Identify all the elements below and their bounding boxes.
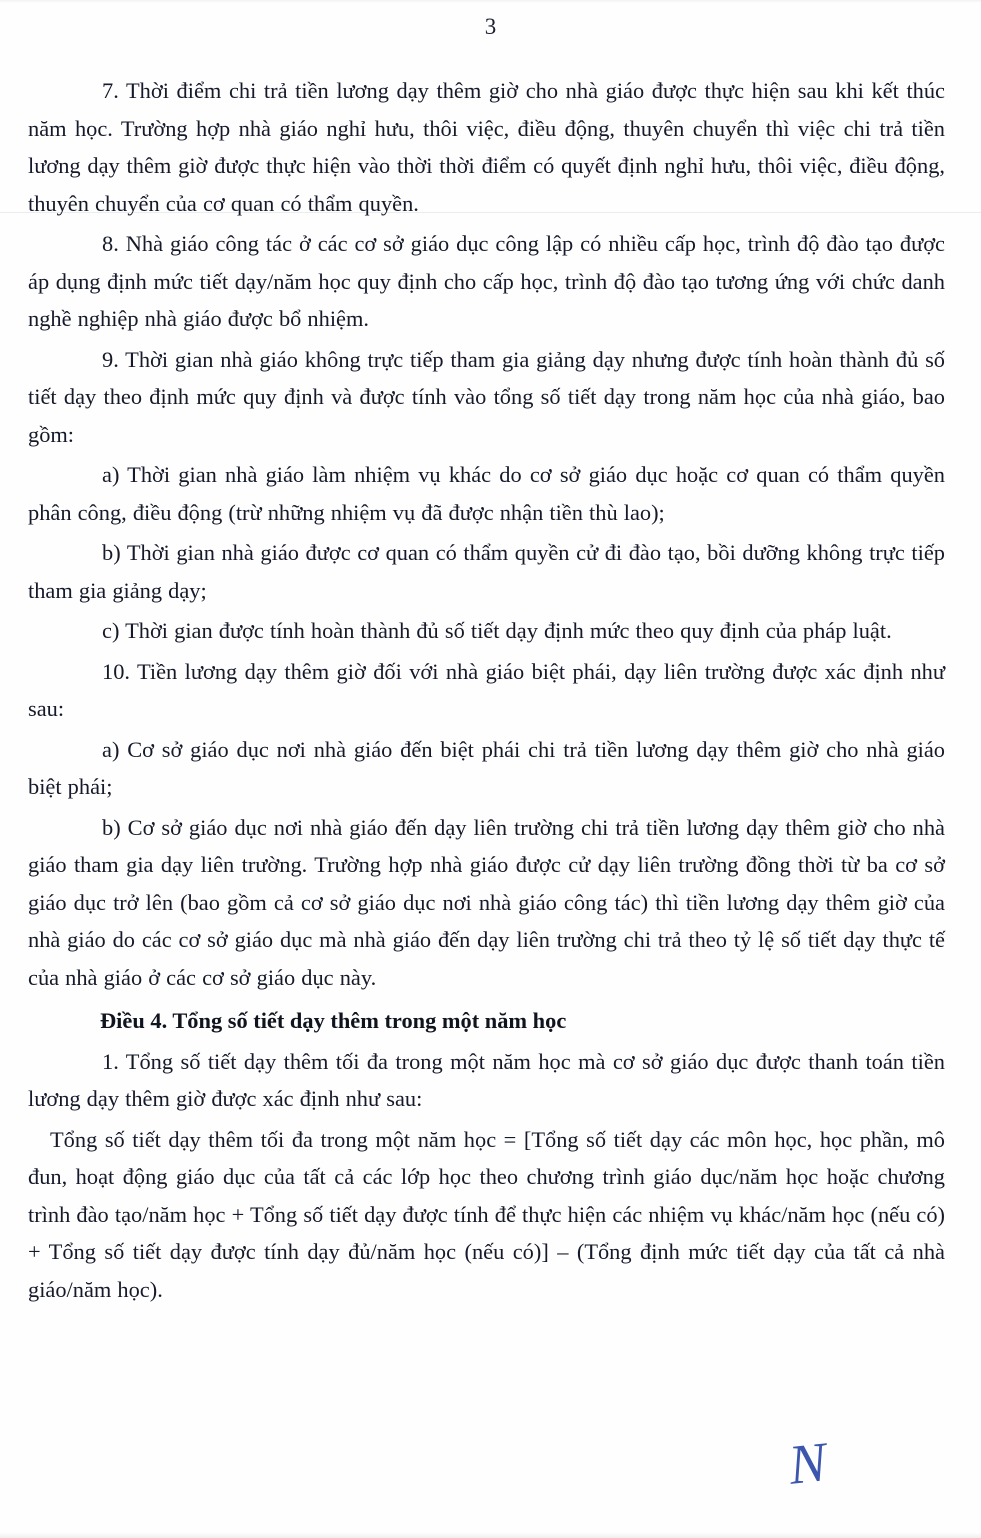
section-heading-dieu-4: Điều 4. Tổng số tiết dạy thêm trong một năm học (100, 1008, 567, 1033)
formula-block (28, 1121, 945, 1309)
page-top-edge (0, 0, 981, 3)
page-bottom-edge (0, 1532, 981, 1538)
paragraph-item-9a: a) Thời gian nhà giáo làm nhiệm vụ khác do cơ sở giáo dục hoặc cơ quan có thẩm quyền phân công, điều động (trừ những nhiệm vụ đã được nhận tiền thù lao); (28, 462, 945, 525)
paragraph-item-9: 9. Thời gian nhà giáo không trực tiếp tham gia giảng dạy nhưng được tính hoàn thành đủ số tiết dạy theo định mức quy định và được tính vào tổng số tiết dạy trong năm học của nhà giáo, bao gồm: (28, 346, 945, 447)
document-body (28, 72, 945, 1311)
paragraph-item-10b: b) Cơ sở giáo dục nơi nhà giáo đến dạy liên trường chi trả tiền lương dạy thêm giờ cho nhà giáo tham gia dạy liên trường. Trường hợp nhà giáo được cử dạy liên trường đồng thời từ ba cơ sở giáo dục trở lên (bao gồm cả cơ sở giáo dục nơi nhà giáo công tác) thì tiền lương dạy thêm giờ của nhà giáo do các cơ sở giáo dục mà nhà giáo đến dạy liên trường chi trả theo tỷ lệ số tiết dạy thực tế của nhà giáo ở các cơ sở giáo dục này. (28, 814, 945, 990)
paragraph-item-8: 8. Nhà giáo công tác ở các cơ sở giáo dục công lập có nhiều cấp học, trình độ đào tạo được áp dụng định mức tiết dạy/năm học quy định cho cấp học, trình độ đào tạo tương ứng với chức danh nghề nghiệp nhà giáo được bổ nhiệm. (28, 231, 945, 331)
paragraph-item-10: 10. Tiền lương dạy thêm giờ đối với nhà giáo biệt phái, dạy liên trường được xác định như sau: (28, 658, 945, 721)
paragraph-item-9c: c) Thời gian được tính hoàn thành đủ số tiết dạy định mức theo quy định của pháp luật. (102, 618, 892, 643)
page-number: 3 (484, 14, 497, 39)
paragraph-item-10a: a) Cơ sở giáo dục nơi nhà giáo đến biệt phái chi trả tiền lương dạy thêm giờ cho nhà giáo biệt phái; (28, 736, 945, 799)
formula-text: Tổng số tiết dạy thêm tối đa trong một năm học = [Tổng số tiết dạy các môn học, học phần, mô đun, hoạt động giáo dục của tất cả các lớp học theo chương trình giáo dục/năm học hoặc chương trình đào tạo/năm học + Tổng số tiết dạy được tính để thực hiện các nhiệm vụ khác/năm học (nếu có) + Tổng số tiết dạy được tính dạy đủ/năm học (nếu có)] – (Tổng định mức tiết dạy của tất cả nhà giáo/năm học). (28, 1126, 945, 1302)
paragraph-dieu-4-item-1: 1. Tổng số tiết dạy thêm tối đa trong một năm học mà cơ sở giáo dục được thanh toán tiền lương dạy thêm giờ được xác định như sau: (28, 1048, 945, 1111)
paragraph-item-7: 7. Thời điểm chi trả tiền lương dạy thêm giờ cho nhà giáo được thực hiện sau khi kết thúc năm học. Trường hợp nhà giáo nghỉ hưu, thôi việc, điều động, thuyên chuyển thì việc chi trả tiền lương dạy thêm giờ được thực hiện vào thời thời điểm có quyết định nghỉ hưu, thôi việc, điều động, thuyên chuyển của cơ quan có thẩm quyền. (28, 78, 945, 216)
handwritten-signature: N (785, 1431, 830, 1497)
paragraph-item-9b: b) Thời gian nhà giáo được cơ quan có thẩm quyền cử đi đào tạo, bồi dưỡng không trực tiếp tham gia giảng dạy; (28, 540, 945, 603)
